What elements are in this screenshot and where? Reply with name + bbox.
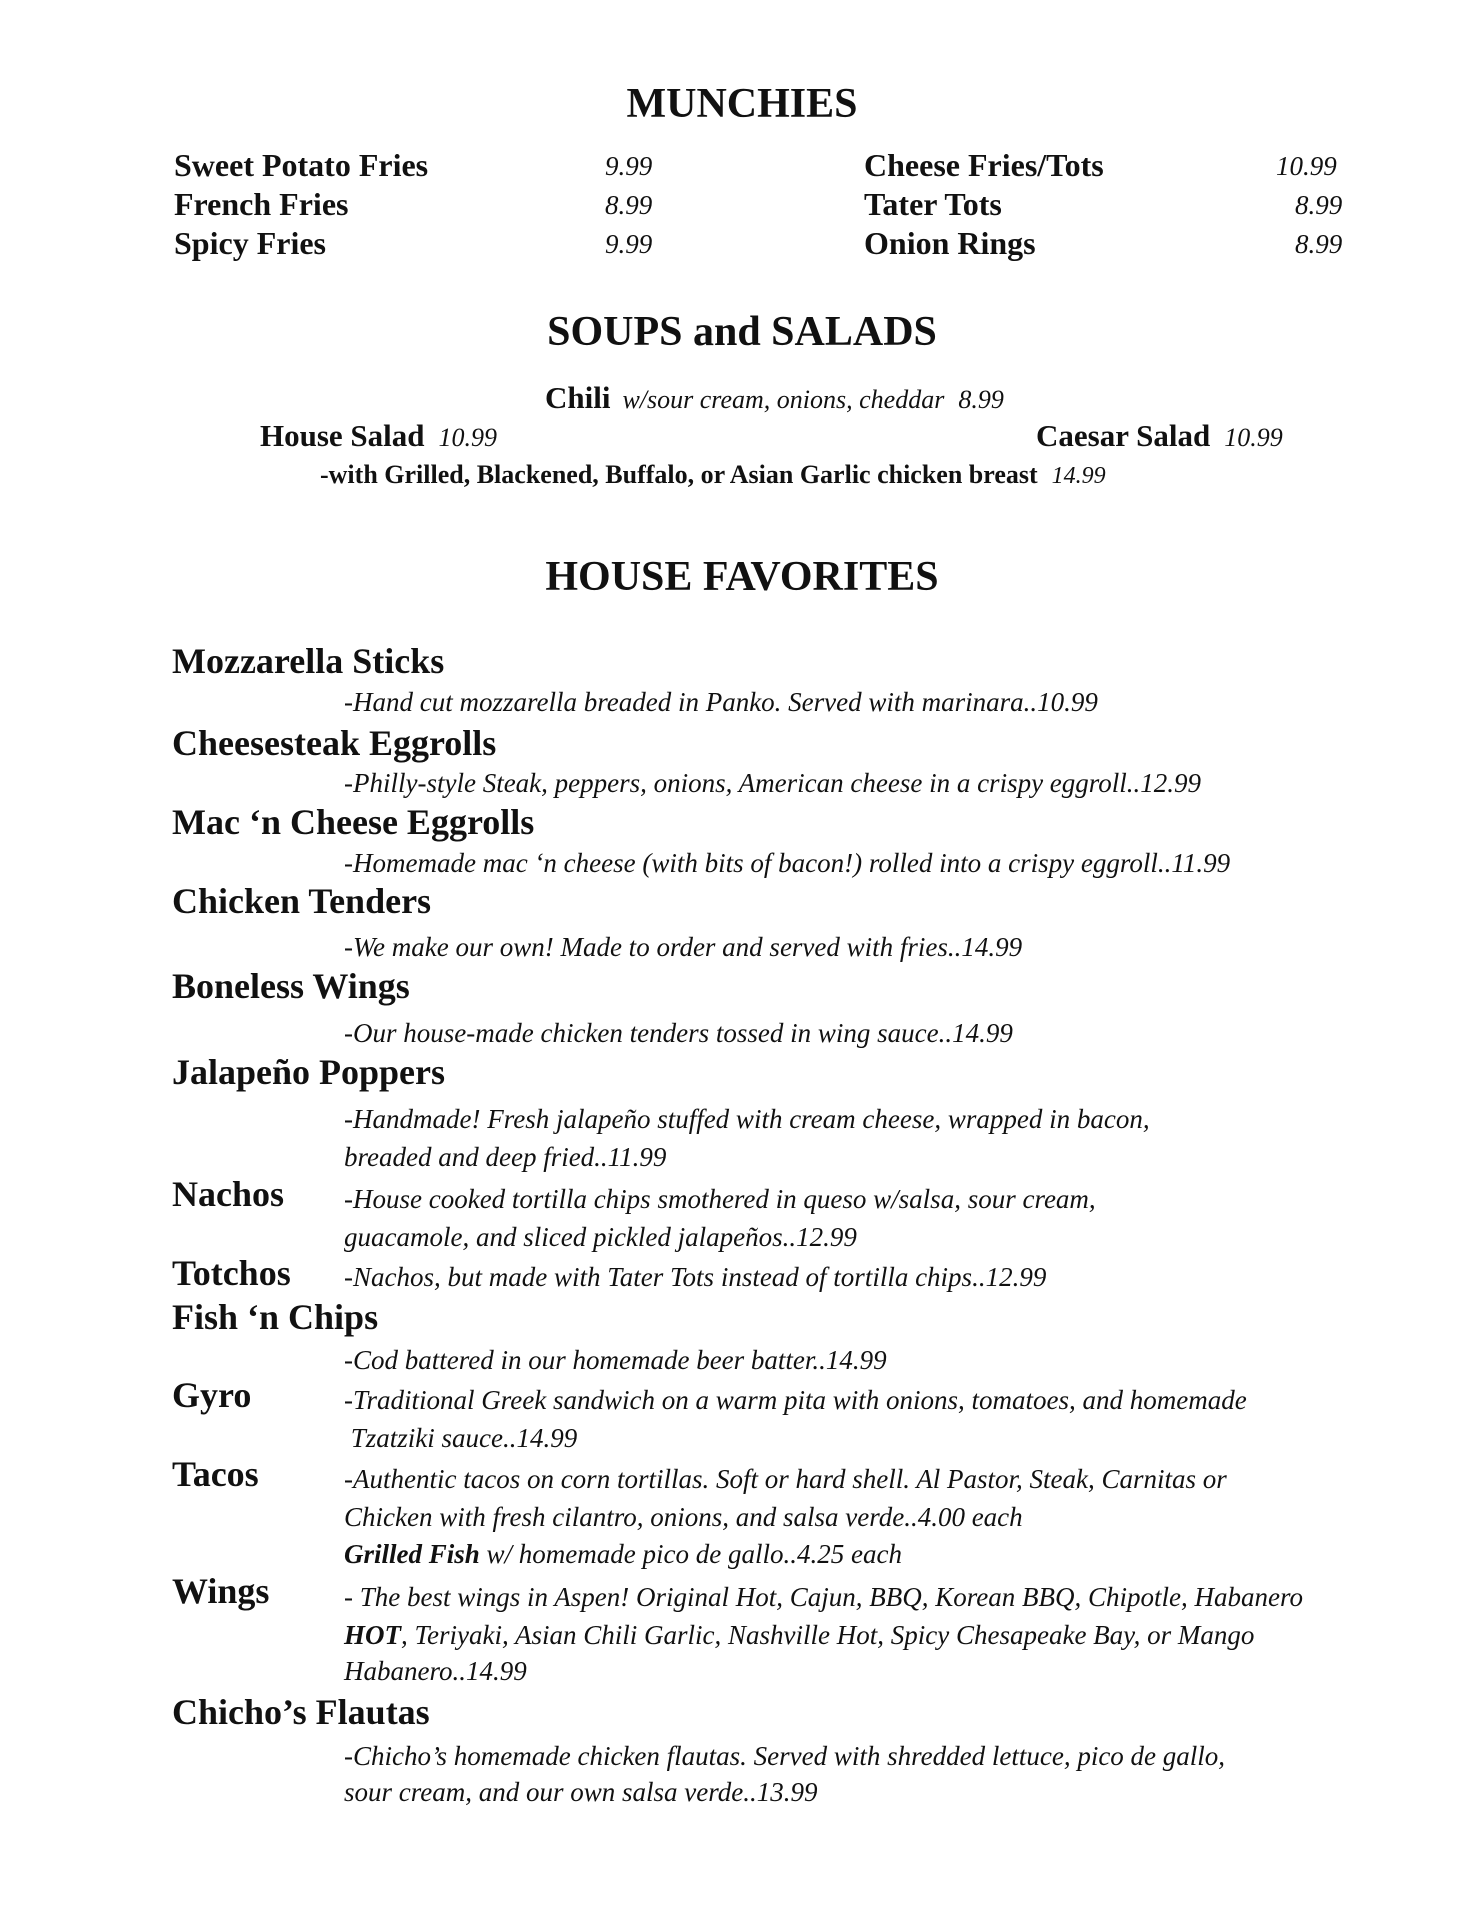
- menu-item-name: Nachos: [172, 1174, 285, 1214]
- menu-item-name: Cheese Fries/Tots: [864, 147, 1104, 183]
- grilled-fish-desc: w/ homemade pico de gallo..4.25 each: [479, 1539, 902, 1569]
- caesar-salad-item: [1036, 418, 1283, 454]
- chicken-addon-text: -with Grilled, Blackened, Buffalo, or Asian Garlic chicken breast: [320, 460, 1038, 489]
- menu-item-name: Wings: [172, 1571, 270, 1611]
- menu-item-desc: -Cod battered in our homemade beer batter..14.99: [344, 1345, 887, 1375]
- menu-item-desc: -Philly-style Steak, peppers, onions, American cheese in a crispy eggroll..12.99: [344, 768, 1202, 798]
- menu-item-desc: breaded and deep fried..11.99: [344, 1142, 667, 1172]
- menu-item-name: French Fries: [174, 186, 349, 222]
- house-salad-name: House Salad: [260, 418, 425, 453]
- chicken-addon-price: 14.99: [1051, 463, 1106, 489]
- menu-item-desc: -Our house-made chicken tenders tossed in wing sauce..14.99: [344, 1018, 1013, 1048]
- wings-line-2: [344, 1620, 1254, 1651]
- menu-item-price: 10.99: [1276, 151, 1337, 181]
- menu-item-desc: -Authentic tacos on corn tortillas. Soft or hard shell. Al Pastor, Steak, Carnitas or: [344, 1464, 1227, 1494]
- grilled-fish-label: Grilled Fish: [344, 1539, 480, 1569]
- menu-item-name: Totchos: [172, 1253, 291, 1293]
- menu-item-name: Sweet Potato Fries: [174, 147, 429, 183]
- chicken-addon: [320, 460, 1106, 490]
- menu-item-desc: Chicken with fresh cilantro, onions, and salsa verde..4.00 each: [344, 1502, 1023, 1532]
- menu-item-name: Cheesesteak Eggrolls: [172, 723, 497, 763]
- caesar-salad-price: 10.99: [1224, 423, 1283, 452]
- menu-item-name: Mozzarella Sticks: [172, 641, 445, 681]
- menu-item-name: Tater Tots: [864, 186, 1002, 222]
- menu-item-name: Boneless Wings: [172, 966, 410, 1006]
- tacos-grilled-fish: [344, 1539, 902, 1570]
- menu-item-desc: -Traditional Greek sandwich on a warm pita with onions, tomatoes, and homemade: [344, 1385, 1247, 1415]
- munchies-heading: MUNCHIES: [626, 81, 858, 127]
- menu-item-name: Mac ‘n Cheese Eggrolls: [172, 802, 535, 842]
- house-salad-item: [260, 418, 497, 454]
- chili-name: Chili: [545, 380, 611, 415]
- wings-hot-label: HOT: [344, 1620, 401, 1650]
- menu-item-desc: -Chicho’s homemade chicken flautas. Served with shredded lettuce, pico de gallo,: [344, 1741, 1226, 1771]
- menu-item-desc: -Homemade mac ‘n cheese (with bits of bacon!) rolled into a crispy eggroll..11.99: [344, 848, 1231, 878]
- menu-item-name: Onion Rings: [864, 225, 1036, 261]
- menu-item-price: 8.99: [1295, 229, 1343, 259]
- menu-item-desc: Tzatziki sauce..14.99: [344, 1423, 578, 1453]
- wings-line-2-rest: , Teriyaki, Asian Chili Garlic, Nashville Hot, Spicy Chesapeake Bay, or Mango: [401, 1620, 1255, 1650]
- menu-item-price: 8.99: [1295, 190, 1343, 220]
- menu-item-desc: -Hand cut mozzarella breaded in Panko. Served with marinara..10.99: [344, 687, 1098, 717]
- menu-item-price: 9.99: [605, 151, 653, 181]
- menu-item-price: 8.99: [605, 190, 653, 220]
- chili-price: 8.99: [958, 385, 1004, 414]
- menu-item-desc: sour cream, and our own salsa verde..13.99: [344, 1777, 818, 1807]
- menu-item-name: Jalapeño Poppers: [172, 1052, 446, 1092]
- menu-item-name: Fish ‘n Chips: [172, 1297, 379, 1337]
- menu-item-desc: -Nachos, but made with Tater Tots instead of tortilla chips..12.99: [344, 1262, 1047, 1292]
- menu-item-name: Spicy Fries: [174, 225, 326, 261]
- menu-item-desc: Habanero..14.99: [344, 1656, 527, 1686]
- menu-item-desc: - The best wings in Aspen! Original Hot, Cajun, BBQ, Korean BBQ, Chipotle, Habanero: [344, 1582, 1303, 1612]
- soups-heading: SOUPS and SALADS: [547, 309, 937, 355]
- chili-desc: w/sour cream, onions, cheddar: [622, 385, 945, 414]
- menu-item-desc: -House cooked tortilla chips smothered in queso w/salsa, sour cream,: [344, 1184, 1096, 1214]
- caesar-salad-name: Caesar Salad: [1036, 418, 1211, 453]
- house-salad-price: 10.99: [438, 423, 498, 452]
- menu-item-name: Chicken Tenders: [172, 881, 432, 921]
- menu-item-name: Gyro: [172, 1375, 252, 1415]
- menu-item-desc: -Handmade! Fresh jalapeño stuffed with cream cheese, wrapped in bacon,: [344, 1104, 1150, 1134]
- menu-item-desc: -We make our own! Made to order and served with fries..14.99: [344, 932, 1023, 962]
- menu-item-name: Tacos: [172, 1454, 259, 1494]
- chili-item: [545, 380, 1004, 416]
- favorites-heading: HOUSE FAVORITES: [545, 554, 939, 600]
- menu-item-name: Chicho’s Flautas: [172, 1692, 430, 1732]
- menu-item-desc: guacamole, and sliced pickled jalapeños..12.99: [344, 1222, 857, 1252]
- menu-item-price: 9.99: [605, 229, 653, 259]
